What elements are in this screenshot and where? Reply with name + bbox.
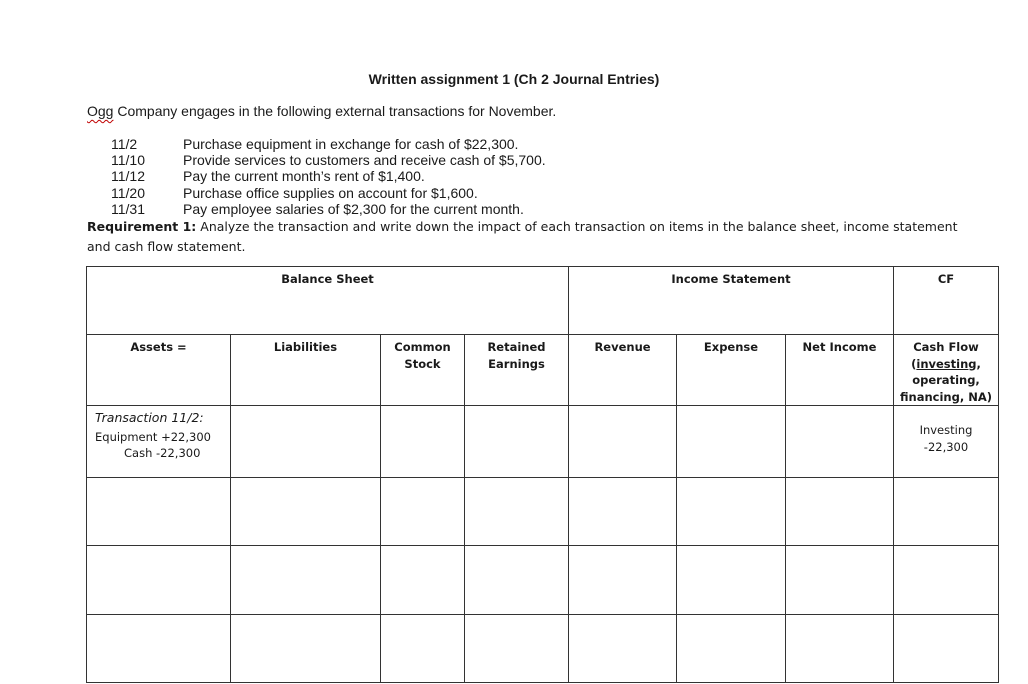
common-stock-cell[interactable]	[381, 478, 465, 546]
expense-cell[interactable]	[677, 478, 786, 546]
cf-amount: -22,300	[923, 439, 969, 454]
liabilities-cell[interactable]	[231, 478, 381, 546]
assets-cell[interactable]	[87, 406, 231, 478]
common-stock-cell[interactable]	[381, 546, 465, 615]
cash-flow-comma: ,	[976, 356, 981, 371]
transaction-description: Provide services to customers and receive cash of $5,700.	[183, 152, 546, 169]
transaction-description: Purchase equipment in exchange for cash of $22,300.	[183, 136, 519, 152]
table-row	[87, 478, 999, 546]
requirement-text: Analyze the transaction and write down the impact of each transaction on items in the balance sheet, income statement and cash flow statement.	[87, 219, 958, 254]
cash-flow-header	[894, 335, 999, 406]
transaction-row	[111, 201, 546, 217]
table-row	[87, 546, 999, 615]
cash-flow-investing: investing	[916, 356, 977, 371]
expense-cell[interactable]	[677, 546, 786, 615]
assets-cell[interactable]	[87, 478, 231, 546]
retained-earnings-cell[interactable]	[465, 406, 569, 478]
net-income-cell[interactable]	[786, 615, 894, 683]
common-stock-cell[interactable]	[381, 406, 465, 478]
assets-cell[interactable]	[87, 546, 231, 615]
transaction-description: Pay the current month’s rent of $1,400.	[183, 168, 425, 185]
income-statement-header: Income Statement	[569, 267, 894, 335]
retained-earnings-header	[465, 335, 569, 406]
cash-flow-cell[interactable]	[894, 546, 999, 615]
cash-flow-line-1: Cash Flow	[913, 340, 979, 354]
transaction-heading: Transaction 11/2:	[95, 410, 204, 425]
retained-earnings-cell[interactable]	[465, 615, 569, 683]
liabilities-cell[interactable]	[231, 615, 381, 683]
liabilities-header: Liabilities	[231, 335, 381, 406]
common-stock-line-2: Stock	[404, 356, 441, 371]
transaction-date: 11/10	[111, 152, 145, 169]
revenue-cell[interactable]	[569, 478, 677, 546]
transaction-row	[111, 185, 546, 201]
assets-header: Assets =	[87, 335, 231, 406]
table-row	[87, 615, 999, 683]
transaction-row	[111, 152, 546, 168]
retained-earnings-cell[interactable]	[465, 546, 569, 615]
transaction-row	[111, 168, 546, 184]
net-income-cell[interactable]	[786, 406, 894, 478]
expense-cell[interactable]	[677, 615, 786, 683]
transaction-date: 11/12	[111, 168, 145, 185]
transaction-description: Pay employee salaries of $2,300 for the current month.	[183, 200, 524, 217]
document-title: Written assignment 1 (Ch 2 Journal Entries)	[368, 71, 660, 87]
net-income-cell[interactable]	[786, 478, 894, 546]
revenue-cell[interactable]	[569, 406, 677, 478]
common-stock-cell[interactable]	[381, 615, 465, 683]
transaction-date: 11/20	[111, 184, 145, 201]
liabilities-cell[interactable]	[231, 546, 381, 615]
revenue-cell[interactable]	[569, 546, 677, 615]
transaction-date: 11/31	[111, 200, 145, 217]
cash-flow-cell[interactable]	[894, 615, 999, 683]
common-stock-line-1: Common	[394, 340, 451, 354]
intro-text: Company engages in the following external transactions for November.	[113, 103, 557, 119]
cash-flow-line-3: operating,	[912, 373, 980, 387]
table-row	[87, 406, 999, 478]
expense-cell[interactable]	[677, 406, 786, 478]
transaction-list	[111, 136, 546, 217]
net-income-header: Net Income	[786, 335, 894, 406]
balance-sheet-header: Balance Sheet	[87, 267, 569, 335]
intro-paragraph	[87, 103, 556, 119]
liabilities-cell[interactable]	[231, 406, 381, 478]
revenue-cell[interactable]	[569, 615, 677, 683]
transaction-date: 11/2	[111, 136, 138, 152]
requirement-label: Requirement 1:	[87, 219, 197, 234]
cash-flow-open-paren: (	[911, 356, 917, 371]
analysis-table	[86, 266, 999, 683]
company-name: Ogg	[87, 103, 114, 119]
transaction-row	[111, 136, 546, 152]
retained-earnings-cell[interactable]	[465, 478, 569, 546]
transaction-description: Purchase office supplies on account for $1,600.	[183, 184, 478, 201]
net-income-cell[interactable]	[786, 546, 894, 615]
common-stock-header	[381, 335, 465, 406]
retained-earnings-line-2: Earnings	[488, 356, 545, 371]
cash-entry: Cash -22,300	[124, 446, 201, 460]
section-header-row	[87, 267, 999, 335]
cash-flow-line-4: financing, NA)	[900, 389, 992, 404]
requirement-paragraph	[87, 217, 967, 256]
revenue-header: Revenue	[569, 335, 677, 406]
cash-flow-cell[interactable]	[894, 478, 999, 546]
assets-cell[interactable]	[87, 615, 231, 683]
cash-flow-cell[interactable]	[894, 406, 999, 478]
retained-earnings-line-1: Retained	[487, 340, 546, 354]
column-header-row	[87, 335, 999, 406]
cf-activity: Investing	[919, 423, 973, 437]
expense-header: Expense	[677, 335, 786, 406]
cash-flow-section-header: CF	[894, 267, 999, 335]
equipment-entry: Equipment +22,300	[95, 429, 211, 444]
